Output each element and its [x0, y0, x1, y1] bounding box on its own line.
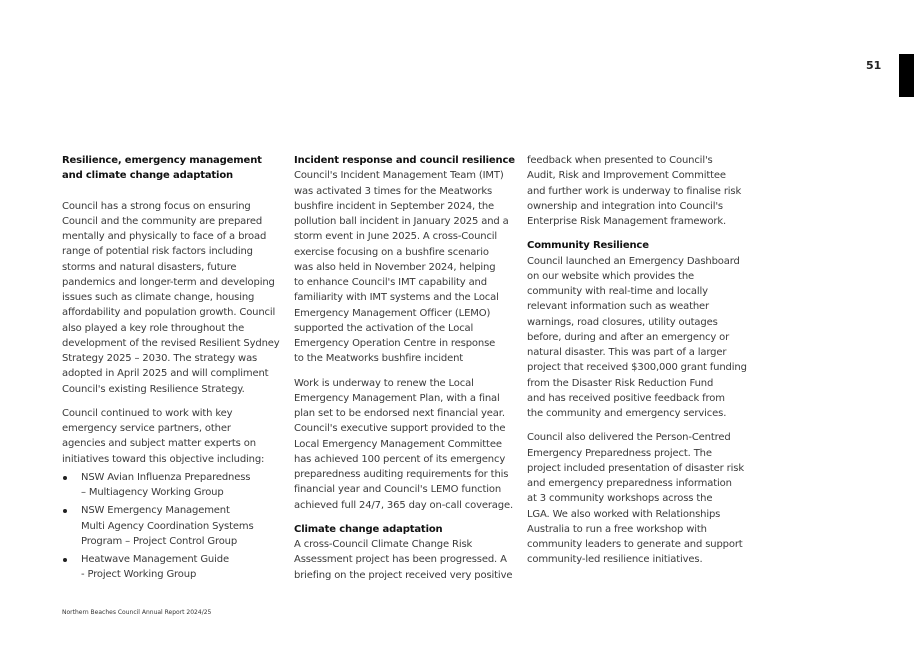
text-line: plan set to be endorsed next financial year. — [294, 408, 505, 419]
column-3 — [527, 153, 759, 568]
page-number: 51 — [866, 59, 882, 72]
text-line: Local Emergency Management Committee — [294, 438, 502, 450]
text-line: community leaders to generate and support — [527, 539, 743, 550]
text-line: was activated 3 times for the Meatworks — [294, 185, 493, 197]
text-line: Council continued to work with key — [62, 407, 233, 419]
text-line: Multi Agency Coordination Systems — [81, 520, 254, 532]
text-line: Council also delivered the Person-Centred — [527, 432, 731, 444]
text-line: briefing on the project received very positive — [294, 569, 513, 581]
text-line: Emergency Management Plan, with a final — [294, 392, 500, 404]
paragraph — [527, 430, 759, 567]
text-line: range of potential risk factors including — [62, 246, 253, 258]
text-line: pollution ball incident in January 2025 and a — [294, 216, 509, 227]
text-line: exercise focusing on a bushfire scenario — [294, 246, 489, 258]
text-line: community-led resilience initiatives. — [527, 554, 703, 566]
text-line: on our website which provides the — [527, 270, 695, 282]
bullet-item — [62, 470, 294, 501]
text-line: emergency service partners, other — [62, 423, 231, 434]
text-line: achieved full 24/7, 365 day on-call coverage. — [294, 499, 514, 511]
section-heading: Climate change adaptation — [294, 523, 443, 535]
text-line: Heatwave Management Guide — [81, 554, 229, 565]
page-tab-marker — [899, 54, 914, 97]
text-line: Council launched an Emergency Dashboard — [527, 255, 740, 267]
text-line: community with real-time and locally — [527, 286, 708, 297]
text-line: Council and the community are prepared — [62, 215, 263, 227]
text-line: Assessment project has been progressed. A — [294, 554, 507, 566]
text-line: initiatives toward this objective including: — [62, 453, 265, 465]
text-line: bushfire incident in September 2024, the — [294, 200, 495, 212]
text-line: before, during and after an emergency or — [527, 331, 730, 343]
heading-line: Resilience, emergency management — [62, 155, 262, 166]
text-line: and emergency preparedness information — [527, 478, 732, 489]
text-line: relevant information such as weather — [527, 301, 710, 313]
text-line: storm event in June 2025. A cross-Council — [294, 231, 498, 243]
text-line: Council has a strong focus on ensuring — [62, 200, 251, 212]
text-line: from the Disaster Risk Reduction Fund — [527, 377, 714, 389]
text-line: was also held in November 2024, helping — [294, 261, 496, 273]
text-line: to enhance Council's IMT capability and — [294, 277, 487, 288]
text-line: Work is underway to renew the Local — [294, 377, 474, 389]
column-1 — [62, 153, 294, 583]
text-line: Audit, Risk and Improvement Committee — [527, 170, 726, 182]
text-line: agencies and subject matter experts on — [62, 438, 256, 450]
text-line: financial year and Council's LEMO function — [294, 484, 502, 496]
text-line: Council's Incident Management Team (IMT) — [294, 170, 504, 182]
heading-line: and climate change adaptation — [62, 170, 234, 182]
text-line: development of the revised Resilient Sydney — [62, 337, 280, 349]
text-line: affordability and population growth. Council — [62, 307, 276, 319]
paragraph — [294, 537, 526, 583]
text-line: Enterprise Risk Management framework. — [527, 216, 727, 227]
text-line: ownership and integration into Council's — [527, 200, 723, 212]
text-line: the community and emergency services. — [527, 408, 727, 419]
text-line: supported the activation of the Local — [294, 322, 474, 334]
text-line: NSW Avian Influenza Preparedness — [81, 471, 251, 483]
paragraph — [62, 199, 294, 397]
text-line: Council's existing Resilience Strategy. — [62, 383, 245, 395]
text-line: Council's executive support provided to the — [294, 423, 506, 435]
paragraph — [527, 254, 759, 422]
paragraph — [294, 376, 526, 513]
text-line: Program – Project Control Group — [81, 535, 238, 547]
section-heading: Incident response and council resilience — [294, 155, 515, 166]
text-line: to the Meatworks bushfire incident — [294, 353, 464, 365]
text-line: feedback when presented to Council's — [527, 155, 713, 166]
text-line: adopted in April 2025 and will compliment — [62, 368, 269, 380]
text-line: project included presentation of disaster risk — [527, 462, 744, 474]
text-line: Emergency Preparedness project. The — [527, 447, 712, 459]
page-footer: Northern Beaches Council Annual Report 2024/25 — [62, 609, 212, 616]
paragraph — [62, 406, 294, 467]
text-line: familiarity with IMT systems and the Local — [294, 292, 499, 304]
text-line: and further work is underway to finalise risk — [527, 185, 742, 197]
text-line: storms and natural disasters, future — [62, 261, 237, 273]
paragraph — [527, 153, 759, 229]
text-line: mentally and physically to face of a broad — [62, 231, 267, 242]
text-line: A cross-Council Climate Change Risk — [294, 539, 473, 550]
text-line: at 3 community workshops across the — [527, 493, 713, 505]
text-line: also played a key role throughout the — [62, 322, 245, 334]
column-2 — [294, 153, 526, 583]
text-line: natural disaster. This was part of a larger — [527, 347, 727, 358]
text-line: Emergency Operation Centre in response — [294, 338, 496, 349]
text-line: LGA. We also worked with Relationships — [527, 508, 721, 520]
text-line: warnings, road closures, utility outages — [527, 316, 718, 328]
text-line: NSW Emergency Management — [81, 505, 230, 517]
text-line: Strategy 2025 – 2030. The strategy was — [62, 353, 258, 364]
text-line: - Project Working Group — [81, 569, 197, 581]
text-line: – Multiagency Working Group — [81, 487, 224, 498]
text-line: issues such as climate change, housing — [62, 292, 255, 303]
text-line: and has received positive feedback from — [527, 392, 725, 404]
bullet-item — [62, 503, 294, 549]
bullet-item — [62, 552, 294, 583]
text-line: preparedness auditing requirements for this — [294, 469, 509, 480]
section-heading: Community Resilience — [527, 240, 649, 252]
text-line: Emergency Management Officer (LEMO) — [294, 307, 491, 319]
text-line: Australia to run a free workshop with — [527, 523, 707, 535]
text-line: pandemics and longer-term and developing — [62, 276, 275, 288]
text-line: project that received $300,000 grant funding — [527, 362, 747, 374]
paragraph — [294, 168, 526, 366]
text-line: has achieved 100 percent of its emergency — [294, 453, 506, 465]
section-heading — [62, 153, 294, 184]
